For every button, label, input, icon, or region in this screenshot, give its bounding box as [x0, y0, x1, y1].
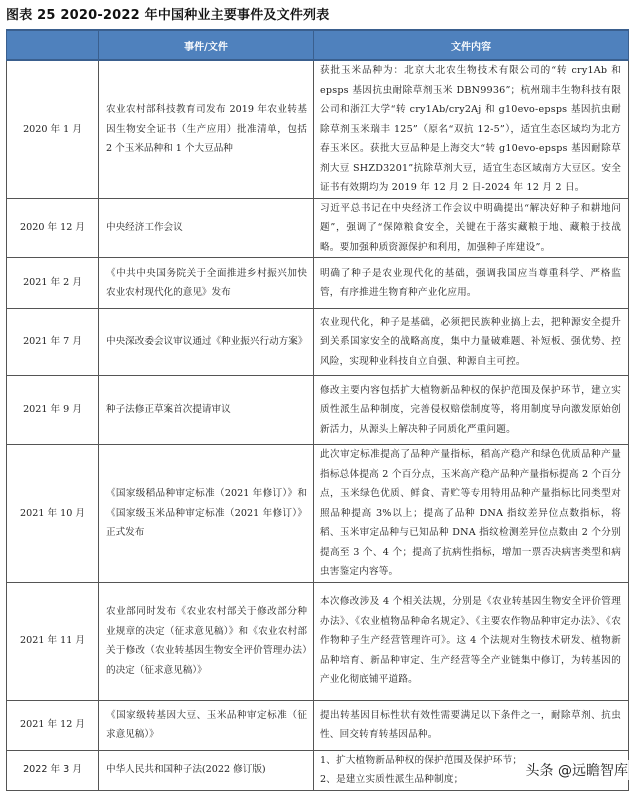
table-title: 图表 25 2020-2022 年中国种业主要事件及文件列表	[6, 8, 330, 23]
row-content: 提出转基因目标性状有效性需要满足以下条件之一，耐除草剂、抗虫性、回交转育转基因品种。	[314, 700, 629, 750]
content-line: 2、是建立实质性派生品种制度；	[320, 774, 464, 785]
row-content: 农业现代化，种子是基础，必须把民族种业搞上去，把种源安全提升到关系国家安全的战略高度，集中力量破难题、补短板、强优势、控风险，实现种业科技自立自强、种源自主可控。	[314, 309, 629, 376]
row-event: 中央深改委会议审议通过《种业振兴行动方案》	[99, 309, 314, 376]
row-event: 农业农村部科技教育司发布 2019 年农业转基因生物安全证书（生产应用）批准清单，包括 2 个玉米品种和 1 个大豆品种	[99, 60, 314, 198]
table-row	[7, 700, 629, 750]
table-row	[7, 309, 629, 376]
row-content: 习近平总书记在中央经济工作会议中明确提出“解决好种子和耕地问题”，强调了“保障粮食安全，关键在于落实藏粮于地、藏粮于技战略。要加强种质资源保护和利用，加强种子库建设”。	[314, 198, 629, 258]
table-row	[7, 198, 629, 258]
row-event: 《中共中央国务院关于全面推进乡村振兴加快农业农村现代化的意见》发布	[99, 258, 314, 309]
row-content: 获批玉米品种为：北京大北农生物技术有限公司的“转 cry1Ab 和 epsps 基因抗虫耐除草剂玉米 DBN9936”；杭州瑞丰生物科技有限公司和浙江大学“转 cry1Ab/cry2Aj 和 g10evo-epsps 基因抗虫耐除草剂玉米瑞丰 125”（原名“双抗 12-5”），适宜生态区域均为北方春玉米区。获批大豆品种是上海交大“转 g10evo-epsps 基因耐除草剂大豆 SHZD3201”抗除草剂大豆，适宜生态区域南方大豆区。安全证书有效期均为 2019 年 12 月 2 日-2024 年 12 月 2 日。	[314, 60, 629, 198]
table-header-row	[7, 30, 629, 60]
row-content: 此次审定标准提高了品种产量指标，稻高产稳产和绿色优质品种产量指标总体提高 2 个百分点，玉米高产稳产品种产量指标提高 2 个百分点，玉米绿色优质、鲜食、青贮等专用特用品种产量指标比同类型对照品种提高 3%以上；提高了品种 DNA 指纹差异位点数指标，将稻、玉米审定品种与已知品种 DNA 指纹检测差异位点数由 2 个分别提高至 3 个、4 个；提高了抗病性指标，增加一票否决病害类型和病虫害鉴定内容等。	[314, 445, 629, 583]
row-event: 《国家级稻品种审定标准（2021 年修订）》和《国家级玉米品种审定标准（2021 年修订）》正式发布	[99, 445, 314, 583]
content-line: 1、扩大植物新品种权的保护范围及保护环节；	[320, 754, 523, 766]
header-content: 文件内容	[314, 30, 629, 60]
table-row	[7, 258, 629, 309]
row-event: 农业部同时发布《农业农村部关于修改部分种业规章的决定（征求意见稿）》和《农业农村部关于修改（农业转基因生物安全评价管理办法）的决定（征求意见稿）》	[99, 582, 314, 700]
row-content: 修改主要内容包括扩大植物新品种权的保护范围及保护环节，建立实质性派生品种制度，完善侵权赔偿制度等，将用制度导向激发原始创新活力，从源头上解决种子同质化严重问题。	[314, 376, 629, 445]
row-date: 2021 年 10 月	[7, 445, 99, 583]
row-date: 2021 年 11 月	[7, 582, 99, 700]
table-row	[7, 376, 629, 445]
row-date: 2021 年 9 月	[7, 376, 99, 445]
header-event: 事件/文件	[99, 30, 314, 60]
watermark: 头条 @远瞻智库	[524, 760, 630, 780]
row-event: 《国家级转基因大豆、玉米品种审定标准（征求意见稿）》	[99, 700, 314, 750]
row-event: 种子法修正草案首次提请审议	[99, 376, 314, 445]
row-content: 明确了种子是农业现代化的基础，强调我国应当尊重科学、严格监管，有序推进生物育种产业化应用。	[314, 258, 629, 309]
row-content: 本次修改涉及 4 个相关法规，分别是《农业转基因生物安全评价管理办法》、《农业植物品种命名规定》、《主要农作物品种审定办法》、《农作物种子生产经营管理许可》。这 4 个法规对生物技术研发、植物新品种培育、新品种审定、生产经营等全产业链集中修订，为转基因的产业化彻底铺平道路。	[314, 582, 629, 700]
row-date: 2020 年 1 月	[7, 60, 99, 198]
row-date: 2021 年 2 月	[7, 258, 99, 309]
row-event: 中华人民共和国种子法(2022 修订版)	[99, 750, 314, 790]
row-date: 2021 年 7 月	[7, 309, 99, 376]
table-row	[7, 60, 629, 198]
row-date: 2020 年 12 月	[7, 198, 99, 258]
events-table	[6, 29, 629, 791]
table-row	[7, 445, 629, 583]
header-date	[7, 30, 99, 60]
row-event: 中央经济工作会议	[99, 198, 314, 258]
row-date: 2022 年 3 月	[7, 750, 99, 790]
row-date: 2021 年 12 月	[7, 700, 99, 750]
table-row	[7, 582, 629, 700]
